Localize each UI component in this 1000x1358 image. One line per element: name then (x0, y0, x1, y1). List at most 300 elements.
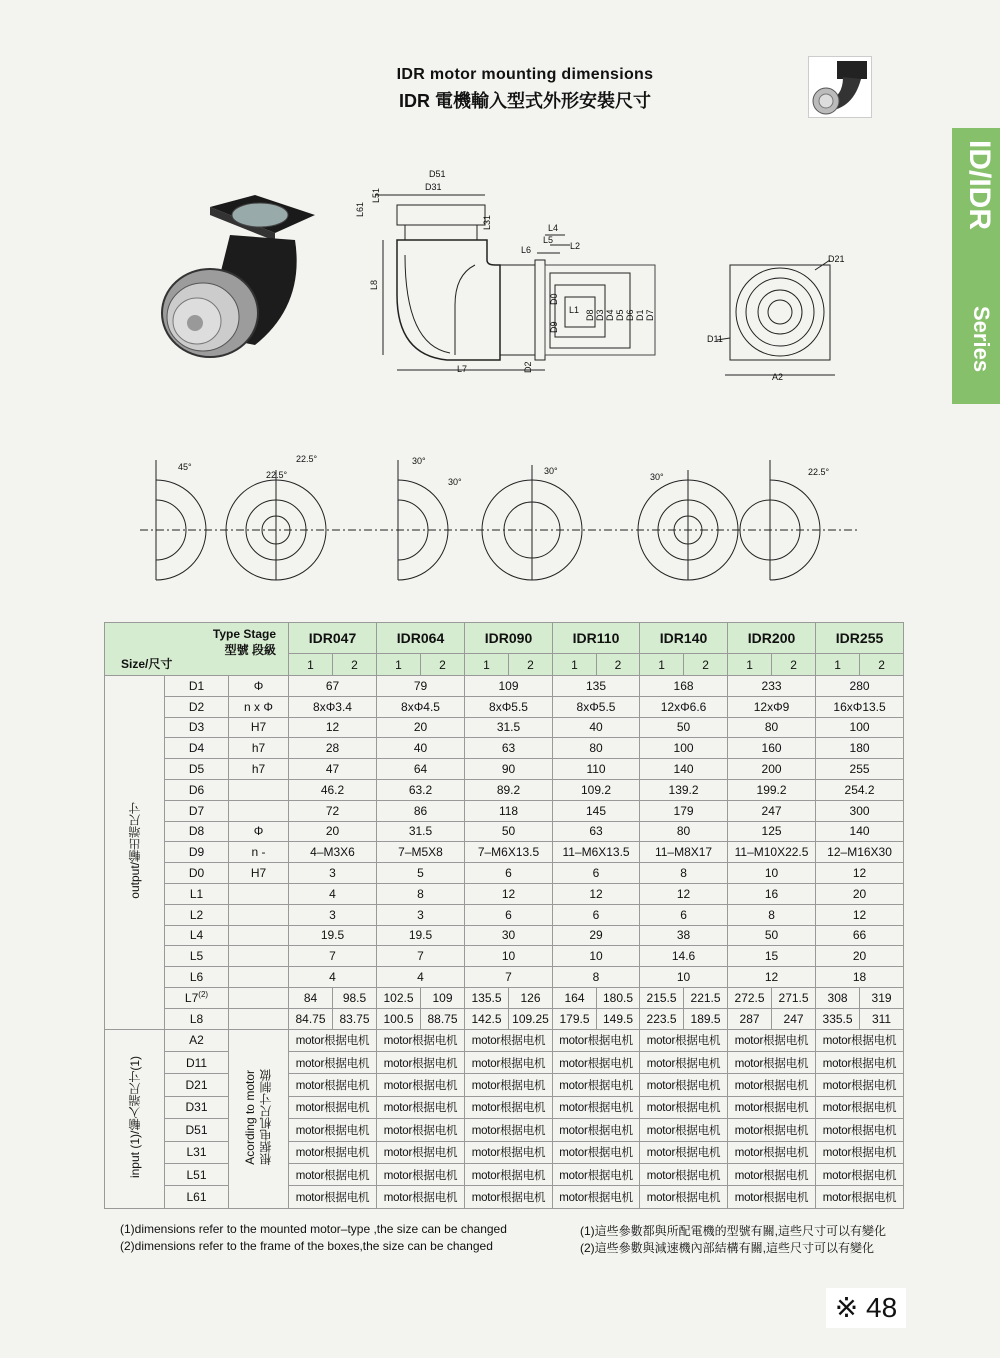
table-cell: motor根据电机 (553, 1096, 640, 1118)
table-cell: 46.2 (289, 779, 377, 800)
table-cell: 19.5 (377, 925, 465, 946)
table-cell: motor根据电机 (640, 1051, 728, 1073)
stage-label: 1 (728, 654, 772, 676)
table-cell: motor根据电机 (377, 1029, 465, 1051)
label-d3: D3 (595, 309, 605, 321)
table-cell: 98.5 (333, 987, 377, 1008)
table-cell: 12 (816, 863, 904, 884)
table-cell: 4 (289, 967, 377, 988)
table-cell: 38 (640, 925, 728, 946)
dimension-name: L31 (165, 1141, 229, 1163)
dimension-name: D4 (165, 738, 229, 759)
dimension-name: L6 (165, 967, 229, 988)
dimension-name: D6 (165, 779, 229, 800)
dimension-name: D3 (165, 717, 229, 738)
dimension-name: D8 (165, 821, 229, 842)
model-header: IDR047 (289, 623, 377, 654)
table-cell: motor根据电机 (377, 1163, 465, 1185)
table-cell: motor根据电机 (289, 1029, 377, 1051)
tolerance (229, 883, 289, 904)
table-cell: motor根据电机 (640, 1186, 728, 1208)
table-cell: motor根据电机 (377, 1074, 465, 1096)
note-en-2: (2)dimensions refer to the frame of the boxes,the size can be changed (120, 1239, 493, 1253)
dimension-name: D1 (165, 676, 229, 697)
table-cell: motor根据电机 (553, 1074, 640, 1096)
table-cell: 20 (289, 821, 377, 842)
dimension-name: D5 (165, 759, 229, 780)
dimension-name: D51 (165, 1119, 229, 1141)
table-cell: motor根据电机 (377, 1186, 465, 1208)
table-cell: 63.2 (377, 779, 465, 800)
table-cell: 271.5 (772, 987, 816, 1008)
table-cell: motor根据电机 (377, 1051, 465, 1073)
dimension-name: D0 (165, 863, 229, 884)
table-cell: 135.5 (465, 987, 509, 1008)
table-cell: 12 (728, 967, 816, 988)
table-cell: motor根据电机 (289, 1119, 377, 1141)
stage-label: 1 (640, 654, 684, 676)
table-cell: motor根据电机 (640, 1141, 728, 1163)
table-cell: motor根据电机 (289, 1051, 377, 1073)
table-cell: 300 (816, 800, 904, 821)
table-cell: 109 (465, 676, 553, 697)
input-note-cell (229, 1029, 289, 1208)
table-cell: motor根据电机 (640, 1096, 728, 1118)
table-cell: 233 (728, 676, 816, 697)
gearbox-3d-image (155, 185, 325, 375)
table-cell: 89.2 (465, 779, 553, 800)
table-cell: 200 (728, 759, 816, 780)
dimension-name: A2 (165, 1029, 229, 1051)
tolerance (229, 925, 289, 946)
table-cell: 31.5 (465, 717, 553, 738)
table-cell: 247 (728, 800, 816, 821)
table-cell: motor根据电机 (553, 1186, 640, 1208)
table-cell: 16xΦ13.5 (816, 696, 904, 717)
model-header: IDR200 (728, 623, 816, 654)
tolerance: n - (229, 842, 289, 863)
table-cell: 110 (553, 759, 640, 780)
table-cell: motor根据电机 (816, 1141, 904, 1163)
table-cell: motor根据电机 (465, 1029, 553, 1051)
table-cell: 12xΦ6.6 (640, 696, 728, 717)
table-cell: motor根据电机 (465, 1119, 553, 1141)
product-thumbnail (808, 56, 872, 118)
table-cell: 19.5 (289, 925, 377, 946)
table-cell: 6 (640, 904, 728, 925)
label-d51: D51 (429, 169, 446, 179)
table-cell: 160 (728, 738, 816, 759)
table-cell: 16 (728, 883, 816, 904)
table-cell: 12 (289, 717, 377, 738)
model-header: IDR090 (465, 623, 553, 654)
table-cell: 50 (640, 717, 728, 738)
table-cell: 100.5 (377, 1008, 421, 1029)
table-cell: 126 (509, 987, 553, 1008)
table-cell: 215.5 (640, 987, 684, 1008)
label-l8: L8 (369, 279, 379, 290)
table-cell: 20 (816, 946, 904, 967)
table-cell: 10 (728, 863, 816, 884)
model-header: IDR064 (377, 623, 465, 654)
table-cell: 272.5 (728, 987, 772, 1008)
dimension-name: D7 (165, 800, 229, 821)
page-title-en: IDR motor mounting dimensions (396, 66, 654, 83)
table-cell: 319 (860, 987, 904, 1008)
table-cell: motor根据电机 (816, 1163, 904, 1185)
angle-label: 22.5° (296, 454, 318, 464)
table-cell: 4 (289, 883, 377, 904)
label-a2: A2 (772, 372, 784, 382)
table-cell: motor根据电机 (289, 1074, 377, 1096)
table-cell: 4 (377, 967, 465, 988)
table-cell: 40 (377, 738, 465, 759)
table-cell: motor根据电机 (377, 1141, 465, 1163)
table-cell: 7–M5X8 (377, 842, 465, 863)
table-cell: 20 (377, 717, 465, 738)
table-cell: 29 (553, 925, 640, 946)
table-cell: motor根据电机 (553, 1051, 640, 1073)
tolerance: H7 (229, 717, 289, 738)
table-cell: motor根据电机 (816, 1051, 904, 1073)
table-cell: motor根据电机 (640, 1119, 728, 1141)
label-l61: L61 (355, 201, 365, 217)
l7-sup: (2) (198, 990, 209, 1000)
table-cell: 90 (465, 759, 553, 780)
table-cell: 63 (465, 738, 553, 759)
table-cell: 63 (553, 821, 640, 842)
note-zh-2: (2)這些參數與減速機內部結構有關,這些尺寸可以有變化 (580, 1241, 875, 1255)
table-cell: motor根据电机 (640, 1029, 728, 1051)
table-cell: 10 (640, 967, 728, 988)
model-header: IDR255 (816, 623, 904, 654)
table-cell: 6 (465, 904, 553, 925)
dimension-name: L51 (165, 1163, 229, 1185)
label-d31: D31 (425, 182, 442, 192)
table-cell: 8xΦ5.5 (465, 696, 553, 717)
tolerance: h7 (229, 738, 289, 759)
tolerance: Φ (229, 676, 289, 697)
label-d8: D8 (585, 309, 595, 321)
tolerance: Φ (229, 821, 289, 842)
tolerance (229, 1008, 289, 1029)
label-l51: L51 (371, 187, 381, 203)
table-cell: motor根据电机 (465, 1163, 553, 1185)
table-cell: 255 (816, 759, 904, 780)
table-cell: 179.5 (553, 1008, 597, 1029)
table-cell: 80 (728, 717, 816, 738)
label-l2: L2 (570, 241, 581, 251)
table-cell: 40 (553, 717, 640, 738)
tolerance (229, 779, 289, 800)
table-cell: 8 (728, 904, 816, 925)
label-l6: L6 (521, 245, 532, 255)
table-cell: 31.5 (377, 821, 465, 842)
stage-label: 1 (289, 654, 333, 676)
table-cell: motor根据电机 (816, 1074, 904, 1096)
table-cell: motor根据电机 (465, 1096, 553, 1118)
table-cell: 109.25 (509, 1008, 553, 1029)
type-stage-en: Type Stage (212, 627, 277, 641)
table-cell: motor根据电机 (553, 1029, 640, 1051)
table-cell: 80 (553, 738, 640, 759)
tolerance (229, 904, 289, 925)
hole-pattern-views (140, 440, 860, 590)
table-cell: 8xΦ3.4 (289, 696, 377, 717)
table-cell: 72 (289, 800, 377, 821)
output-group-text: output/輸出端尺寸 (128, 802, 142, 900)
table-cell: motor根据电机 (728, 1051, 816, 1073)
table-cell: 311 (860, 1008, 904, 1029)
dimension-name: L4 (165, 925, 229, 946)
table-cell: 7 (289, 946, 377, 967)
table-cell: 11–M10X22.5 (728, 842, 816, 863)
dimension-name: L1 (165, 883, 229, 904)
table-cell: 67 (289, 676, 377, 697)
table-cell: 109 (421, 987, 465, 1008)
input-group-text: input (1)/輸入端尺寸(1) (128, 1056, 142, 1179)
table-cell: motor根据电机 (377, 1119, 465, 1141)
type-stage-zh: 型號 段級 (224, 643, 277, 657)
table-cell: 6 (465, 863, 553, 884)
table-cell: motor根据电机 (289, 1186, 377, 1208)
table-cell: 149.5 (597, 1008, 640, 1029)
dimension-name: L2 (165, 904, 229, 925)
table-cell: 15 (728, 946, 816, 967)
table-cell: motor根据电机 (377, 1096, 465, 1118)
table-cell: 11–M6X13.5 (553, 842, 640, 863)
side-dimension-drawing (355, 165, 675, 385)
tolerance (229, 987, 289, 1008)
tolerance (229, 800, 289, 821)
table-cell: 50 (728, 925, 816, 946)
table-cell: 12 (465, 883, 553, 904)
table-cell: 168 (640, 676, 728, 697)
gearbox-thumbnail-image (809, 57, 871, 117)
table-cell: 83.75 (333, 1008, 377, 1029)
table-cell: 8 (553, 967, 640, 988)
tolerance: h7 (229, 759, 289, 780)
table-cell: motor根据电机 (465, 1186, 553, 1208)
table-cell: 12 (553, 883, 640, 904)
stage-label: 2 (684, 654, 728, 676)
table-cell: motor根据电机 (465, 1074, 553, 1096)
model-header: IDR140 (640, 623, 728, 654)
label-d0: D0 (549, 293, 559, 305)
table-cell: 66 (816, 925, 904, 946)
dimension-name (165, 987, 229, 1008)
page-title-zh: IDR 電機輸入型式外形安裝尺寸 (399, 91, 651, 111)
table-cell: 7 (465, 967, 553, 988)
tolerance (229, 946, 289, 967)
label-d2: D2 (523, 361, 533, 373)
label-l5: L5 (543, 235, 554, 245)
table-cell: 102.5 (377, 987, 421, 1008)
table-cell: 84 (289, 987, 333, 1008)
stage-label: 2 (597, 654, 640, 676)
angle-label: 30° (412, 456, 426, 466)
table-cell: 6 (553, 904, 640, 925)
table-cell: 8 (377, 883, 465, 904)
label-d9: D9 (549, 321, 559, 333)
label-d11: D11 (707, 334, 723, 344)
table-cell: 88.75 (421, 1008, 465, 1029)
table-cell: 84.75 (289, 1008, 333, 1029)
table-cell: motor根据电机 (553, 1141, 640, 1163)
model-header: IDR110 (553, 623, 640, 654)
input-note-en: Acording to motor (243, 1070, 257, 1166)
table-cell: 125 (728, 821, 816, 842)
motor-flange-end-view (705, 250, 855, 385)
table-cell: motor根据电机 (816, 1186, 904, 1208)
table-cell: 12–M16X30 (816, 842, 904, 863)
table-cell: 47 (289, 759, 377, 780)
stage-label: 2 (509, 654, 553, 676)
table-cell: 164 (553, 987, 597, 1008)
table-cell: 3 (289, 904, 377, 925)
note-en-1: (1)dimensions refer to the mounted motor–type ,the size can be changed (120, 1222, 507, 1236)
table-cell: 135 (553, 676, 640, 697)
angle-label: 22.5° (266, 470, 288, 480)
table-cell: motor根据电机 (289, 1163, 377, 1185)
table-cell: 199.2 (728, 779, 816, 800)
angle-label: 30° (650, 472, 664, 482)
page-number: ※ 48 (826, 1288, 906, 1328)
table-cell: 140 (640, 759, 728, 780)
label-l31: L31 (482, 214, 492, 230)
stage-label: 1 (553, 654, 597, 676)
table-cell: 10 (553, 946, 640, 967)
dimension-name: D31 (165, 1096, 229, 1118)
stage-label: 2 (860, 654, 904, 676)
dimension-spec-table (104, 622, 904, 1209)
table-cell: 6 (553, 863, 640, 884)
table-cell: motor根据电机 (640, 1163, 728, 1185)
table-cell: motor根据电机 (553, 1163, 640, 1185)
table-cell: 254.2 (816, 779, 904, 800)
stage-label: 1 (377, 654, 421, 676)
table-cell: motor根据电机 (465, 1051, 553, 1073)
table-cell: motor根据电机 (289, 1141, 377, 1163)
angle-label: 30° (544, 466, 558, 476)
table-cell: 180.5 (597, 987, 640, 1008)
table-cell: 4–M3X6 (289, 842, 377, 863)
table-cell: 100 (816, 717, 904, 738)
table-cell: 221.5 (684, 987, 728, 1008)
table-cell: 142.5 (465, 1008, 509, 1029)
angle-label: 45° (178, 462, 192, 472)
table-cell: 247 (772, 1008, 816, 1029)
table-cell: motor根据电机 (289, 1096, 377, 1118)
input-note-zh: 根据电机尺寸制做 (259, 1069, 273, 1166)
series-name: ID/IDR (963, 140, 996, 230)
table-cell: motor根据电机 (728, 1029, 816, 1051)
input-group-label (105, 1029, 165, 1208)
dimension-name: D2 (165, 696, 229, 717)
label-l1: L1 (569, 305, 580, 315)
table-cell: 100 (640, 738, 728, 759)
table-cell: 280 (816, 676, 904, 697)
table-cell: 139.2 (640, 779, 728, 800)
table-cell: 7–M6X13.5 (465, 842, 553, 863)
dimension-name: D11 (165, 1051, 229, 1073)
dimension-name: L5 (165, 946, 229, 967)
series-word: Series (969, 306, 994, 373)
label-l4: L4 (548, 223, 559, 233)
table-cell: 118 (465, 800, 553, 821)
dimension-name: L61 (165, 1186, 229, 1208)
table-cell: 335.5 (816, 1008, 860, 1029)
label-l7: L7 (457, 364, 468, 374)
table-cell: 30 (465, 925, 553, 946)
table-cell: motor根据电机 (816, 1119, 904, 1141)
tolerance: H7 (229, 863, 289, 884)
label-d5: D5 (615, 309, 625, 321)
table-cell: motor根据电机 (728, 1141, 816, 1163)
table-cell: 10 (465, 946, 553, 967)
table-cell: motor根据电机 (728, 1074, 816, 1096)
note-zh-1: (1)這些參數都與所配電機的型號有關,這些尺寸可以有變化 (580, 1224, 887, 1238)
series-side-tab (952, 128, 1000, 404)
dimension-name: L8 (165, 1008, 229, 1029)
table-cell: 12xΦ9 (728, 696, 816, 717)
table-cell: 308 (816, 987, 860, 1008)
stage-label: 1 (465, 654, 509, 676)
size-header: Size/尺寸 (121, 657, 173, 671)
label-d4: D4 (605, 309, 615, 321)
stage-label: 2 (421, 654, 465, 676)
label-d21: D21 (828, 254, 845, 264)
label-d7: D7 (645, 309, 655, 321)
stage-label: 1 (816, 654, 860, 676)
table-cell: motor根据电机 (640, 1074, 728, 1096)
angle-label: 22.5° (808, 467, 830, 477)
table-cell: 12 (816, 904, 904, 925)
tolerance (229, 967, 289, 988)
table-cell: 5 (377, 863, 465, 884)
table-cell: motor根据电机 (728, 1096, 816, 1118)
table-cell: motor根据电机 (728, 1163, 816, 1185)
table-cell: motor根据电机 (816, 1029, 904, 1051)
table-cell: 180 (816, 738, 904, 759)
label-d1: D1 (635, 309, 645, 321)
table-cell: 179 (640, 800, 728, 821)
stage-label: 2 (333, 654, 377, 676)
dimension-name: D21 (165, 1074, 229, 1096)
table-cell: 8xΦ5.5 (553, 696, 640, 717)
table-cell: 64 (377, 759, 465, 780)
table-corner-header (105, 623, 289, 676)
table-cell: 18 (816, 967, 904, 988)
table-cell: motor根据电机 (553, 1119, 640, 1141)
table-cell: 145 (553, 800, 640, 821)
table-cell: 287 (728, 1008, 772, 1029)
dimension-name: D9 (165, 842, 229, 863)
output-group-label (105, 676, 165, 1030)
table-cell: 12 (640, 883, 728, 904)
label-d6: D6 (625, 309, 635, 321)
table-cell: 7 (377, 946, 465, 967)
table-cell: 20 (816, 883, 904, 904)
table-cell: 3 (377, 904, 465, 925)
table-cell: 109.2 (553, 779, 640, 800)
table-cell: 189.5 (684, 1008, 728, 1029)
tolerance: n x Φ (229, 696, 289, 717)
table-cell: 80 (640, 821, 728, 842)
table-cell: 8xΦ4.5 (377, 696, 465, 717)
table-cell: 86 (377, 800, 465, 821)
table-cell: 11–M8X17 (640, 842, 728, 863)
